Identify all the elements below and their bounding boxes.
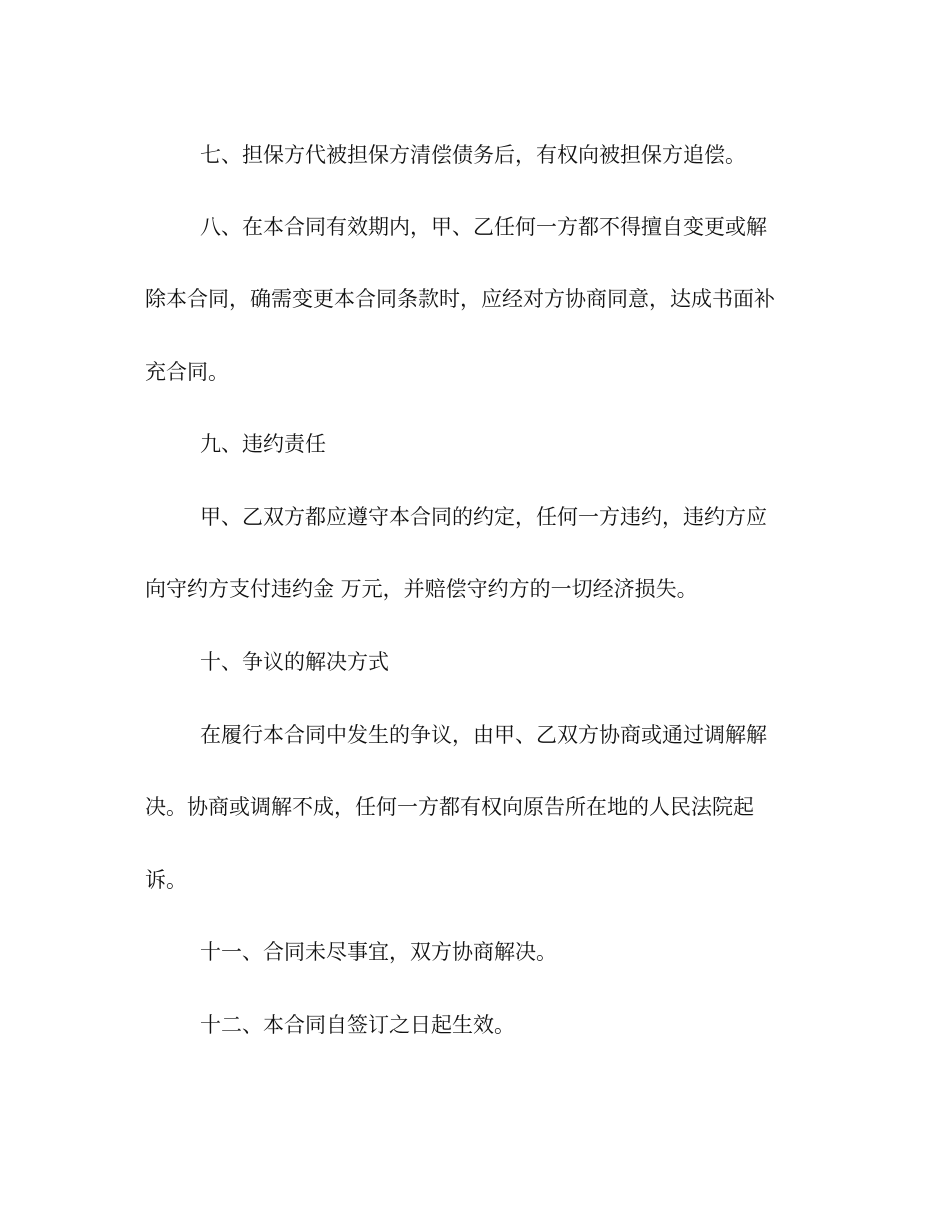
clause-8-line-3: 充合同。 [145, 360, 229, 384]
clause-11: 十一、合同未尽事宜，双方协商解决。 [200, 940, 557, 964]
clause-10-line-1: 在履行本合同中发生的争议，由甲、乙双方协商或通过调解解 [200, 723, 767, 747]
clause-10-line-3: 诉。 [145, 868, 187, 892]
clause-10-line-2: 决。协商或调解不成，任何一方都有权向原告所在地的人民法院起 [145, 795, 754, 819]
clause-8-line-2: 除本合同，确需变更本合同条款时，应经对方协商同意，达成书面补 [145, 287, 775, 311]
clause-10-heading: 十、争议的解决方式 [200, 650, 389, 674]
clause-9-heading: 九、违约责任 [200, 432, 326, 456]
clause-9-line-2: 向守约方支付违约金 万元，并赔偿守约方的一切经济损失。 [145, 577, 698, 601]
clause-12: 十二、本合同自签订之日起生效。 [200, 1013, 515, 1037]
clause-8-line-1: 八、在本合同有效期内，甲、乙任何一方都不得擅自变更或解 [200, 215, 767, 239]
clause-9-line-1: 甲、乙双方都应遵守本合同的约定，任何一方违约，违约方应 [200, 505, 767, 529]
clause-7: 七、担保方代被担保方清偿债务后，有权向被担保方追偿。 [200, 143, 746, 167]
